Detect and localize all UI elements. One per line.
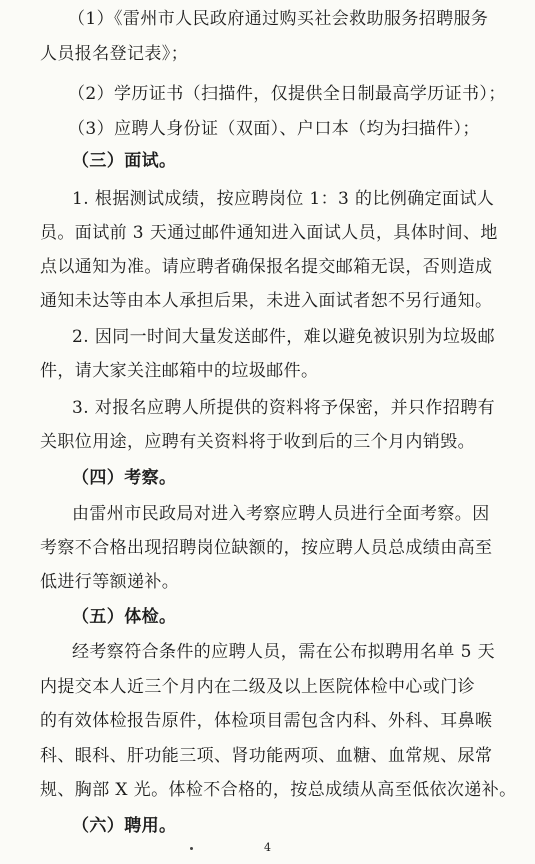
paragraph-line: 点以通知为准。请应聘者确保报名提交邮箱无误，否则造成 bbox=[40, 257, 493, 277]
paragraph-line: 员。面试前 3 天通过邮件通知进入面试人员，具体时间、地 bbox=[40, 223, 498, 243]
paragraph-line: 2. 因同一时间大量发送邮件，难以避免被识别为垃圾邮 bbox=[72, 327, 496, 347]
section-heading: （四）考察。 bbox=[72, 468, 177, 488]
paragraph-line: 科、眼科、肝功能三项、肾功能两项、血糖、血常规、尿常 bbox=[40, 746, 493, 766]
paragraph-line: （3）应聘人身份证（双面）、户口本（均为扫描件）； bbox=[68, 119, 480, 139]
paragraph-line: 通知未达等由本人承担后果，未进入面试者恕不另行通知。 bbox=[40, 291, 493, 311]
paragraph-line: 内提交本人近三个月内在二级及以上医院体检中心或门诊 bbox=[40, 677, 475, 697]
paragraph-line: 规、胸部 X 光。体检不合格的，按总成绩从高至低依次递补。 bbox=[40, 780, 517, 800]
paragraph-line: 低进行等额递补。 bbox=[40, 572, 180, 592]
section-heading: （五）体检。 bbox=[72, 607, 177, 627]
paragraph-line: 由雷州市民政局对进入考察应聘人员进行全面考察。因 bbox=[72, 504, 490, 524]
section-heading: （六）聘用。 bbox=[72, 816, 177, 836]
paragraph-line: 关职位用途，应聘有关资料将于收到后的三个月内销毁。 bbox=[40, 432, 475, 452]
section-heading: （三）面试。 bbox=[72, 151, 177, 171]
paragraph-line: 的有效体检报告原件，体检项目需包含内科、外科、耳鼻喉 bbox=[40, 711, 493, 731]
paragraph-line: （2）学历证书（扫描件，仅提供全日制最高学历证书）； bbox=[68, 84, 506, 104]
paragraph-line: 人员报名登记表》； bbox=[40, 44, 189, 64]
page-number: 4 bbox=[264, 841, 271, 854]
paragraph-line: （1）《雷州市人民政府通过购买社会救助服务招聘服务 bbox=[68, 9, 489, 29]
paragraph-line: 3. 对报名应聘人所提供的资料将予保密，并只作招聘有 bbox=[72, 398, 496, 418]
paragraph-line: 1. 根据测试成绩，按应聘岗位 1：3 的比例确定面试人 bbox=[72, 189, 495, 209]
paragraph-line: 经考察符合条件的应聘人员，需在公布拟聘用名单 5 天 bbox=[72, 642, 496, 662]
scan-speck bbox=[190, 847, 193, 850]
paragraph-line: 考察不合格出现招聘岗位缺额的，按应聘人员总成绩由高至 bbox=[40, 538, 493, 558]
paragraph-line: 件，请大家关注邮箱中的垃圾邮件。 bbox=[40, 361, 319, 381]
